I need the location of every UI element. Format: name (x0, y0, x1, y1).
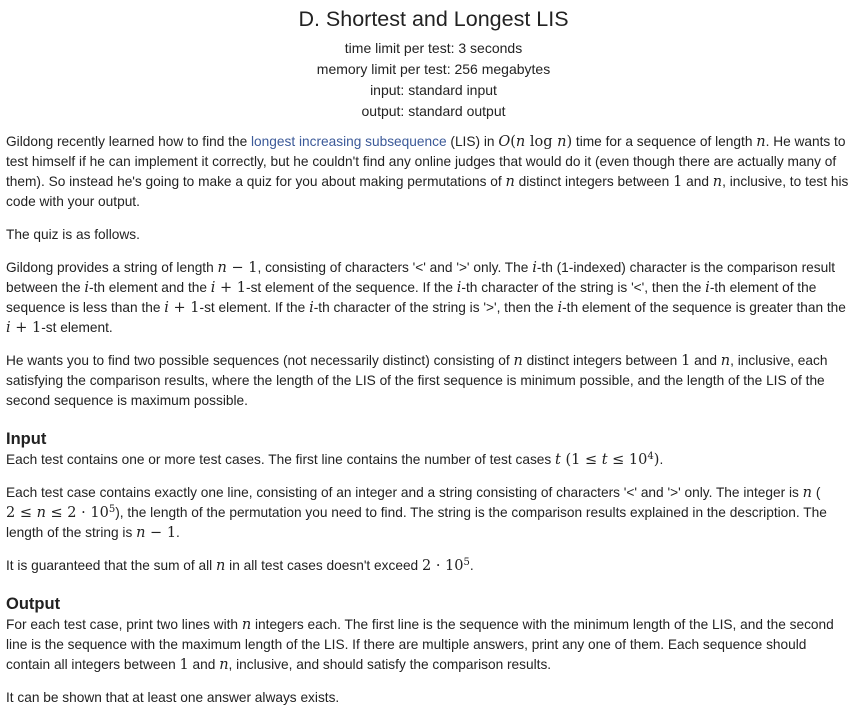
math-i: i (532, 260, 537, 276)
math-n: n (219, 657, 229, 673)
output-spec: output: standard output (361, 103, 506, 119)
text-run: them). So instead he's going to make a quiz for you about making permutations of (6, 174, 506, 189)
output-line (6, 615, 867, 635)
math-n: n (217, 260, 227, 276)
text-run: length of the string is (6, 525, 137, 540)
math-log: log (525, 134, 558, 150)
math-t-range: ≤ 10 (607, 452, 648, 468)
text-run: Gildong recently learned how to find the (6, 134, 252, 149)
math-i: i (6, 320, 11, 336)
legend-paragraph-3 (6, 258, 867, 338)
legend-line (6, 278, 867, 298)
math-plus-one: + 1 (215, 280, 247, 296)
output-paragraph-2 (6, 688, 867, 707)
math-i: i (705, 280, 710, 296)
input-section-title: Input (6, 430, 47, 448)
math-one: 1 (179, 657, 189, 673)
input-spec: input: standard input (370, 82, 497, 98)
legend-line: code with your output. (6, 194, 140, 209)
math-paren: ) (566, 134, 573, 150)
text-run: -th element of the (709, 280, 817, 295)
math-i: i (456, 280, 462, 296)
text-run: ), the length of the permutation you need to find. The string is the comparison results explained in the description. The (115, 505, 827, 520)
output-section-title: Output (6, 595, 61, 613)
text-run: sequence is less than the (6, 300, 165, 315)
math-one: 1 (681, 353, 691, 369)
math-t-range: (1 ≤ (560, 452, 602, 468)
time-limit: time limit per test: 3 seconds (344, 40, 523, 56)
input-paragraph-3 (6, 556, 867, 576)
math-n: n (515, 134, 526, 150)
legend-paragraph-4 (6, 351, 867, 411)
math-i: i (557, 300, 563, 316)
legend-line (6, 258, 867, 278)
math-plus-one: + 1 (10, 320, 42, 336)
text-run: in all test cases doesn't exceed (225, 558, 422, 573)
legend-line: satisfying the comparison results, where the length of the LIS of the first sequence is minimum possible, and the length of the LIS of the (6, 373, 825, 388)
input-line (6, 556, 867, 576)
text-run: distinct integers between (514, 174, 674, 189)
text-run: Each test case contains exactly one line, consisting of an integer and a string consisting of characters '<' and '>' only. The integer is (6, 485, 803, 500)
text-run: -th element and the (89, 280, 211, 295)
legend-line (6, 318, 867, 338)
text-run: Gildong provides a string of length (6, 260, 218, 275)
math-exponent: 4 (647, 451, 654, 462)
math-n-range: ≤ 2 · 10 (45, 505, 109, 521)
math-n: n (216, 558, 226, 574)
text-run: . He wants to (765, 134, 846, 149)
math-exponent: 5 (108, 504, 116, 515)
lis-link[interactable]: longest increasing subsequence (251, 134, 447, 149)
output-line: line is the sequence with the maximum length of the LIS. If there are multiple answers, print any one of them. Each sequence should (6, 637, 807, 652)
math-n: n (557, 134, 567, 150)
math-i: i (210, 280, 216, 296)
text-run: -st element. If the (199, 300, 310, 315)
input-paragraph-1 (6, 450, 867, 470)
math-n: n (720, 353, 731, 369)
output-paragraph-1 (6, 615, 867, 675)
text-run: between the (6, 280, 85, 295)
math-exponent: 5 (463, 557, 470, 568)
math-paren: ) (653, 452, 660, 468)
text-run: ( (812, 485, 821, 500)
math-paren: ( (510, 134, 516, 150)
legend-line: second sequence is maximum possible. (6, 393, 248, 408)
text-run: Each test contains one or more test cases. The first line contains the number of test cases (6, 452, 556, 467)
math-n: n (712, 174, 723, 190)
math-O: O (498, 134, 511, 150)
legend-line (6, 298, 867, 318)
text-run: , consisting of characters '<' and '>' only. The (257, 260, 533, 275)
legend-line (6, 132, 867, 152)
math-n: n (36, 505, 46, 521)
math-minus-one: − 1 (145, 525, 177, 541)
text-run: , inclusive, to test his (722, 174, 849, 189)
legend-paragraph-1 (6, 132, 867, 212)
output-line (6, 655, 867, 675)
text-run: and (690, 353, 721, 368)
text-run: -th character of the string is '<', then the (461, 280, 706, 295)
text-run: integers each. The first line is the sequence with the minimum length of the LIS, and the second (251, 617, 834, 632)
text-run: -th character of the string is '>', then the (313, 300, 558, 315)
memory-limit: memory limit per test: 256 megabytes (316, 61, 551, 77)
text-run: time for a sequence of length (572, 134, 757, 149)
text-run: For each test case, print two lines with (6, 617, 242, 632)
legend-paragraph-2 (6, 225, 867, 245)
problem-title: D. Shortest and Longest LIS (298, 7, 569, 31)
text-run: It is guaranteed that the sum of all (6, 558, 216, 573)
input-paragraph-2 (6, 483, 867, 543)
math-minus-one: − 1 (226, 260, 258, 276)
math-n-range: 2 ≤ (6, 505, 37, 521)
text-run: He wants you to find two possible sequences (not necessarily distinct) consisting of (6, 353, 514, 368)
text-run: -th element of the sequence is greater than the (562, 300, 846, 315)
input-line (6, 523, 867, 543)
input-line (6, 483, 867, 503)
problem-header (0, 0, 867, 122)
text-run: contain all integers between (6, 657, 180, 672)
legend-line (6, 351, 867, 371)
statement-body (6, 132, 867, 707)
input-line (6, 503, 867, 523)
math-n: n (505, 174, 515, 190)
text-run: . (469, 558, 474, 573)
legend-line: test himself if he can implement it correctly, but he couldn't find any online judges that would do it (even though there are actually many of (6, 154, 837, 169)
math-one: 1 (673, 174, 683, 190)
legend-line: The quiz is as follows. (6, 227, 140, 242)
math-n: n (513, 353, 523, 369)
math-n: n (241, 617, 252, 633)
math-n: n (802, 485, 813, 501)
text-run: and (188, 657, 220, 672)
text-run: , inclusive, and should satisfy the comparison results. (228, 657, 552, 672)
math-n: n (756, 134, 766, 150)
math-t: t (601, 452, 608, 468)
math-i: i (164, 300, 169, 316)
math-i: i (309, 300, 314, 316)
math-i: i (84, 280, 90, 296)
text-run: -th (1-indexed) character is the comparison result (536, 260, 836, 275)
legend-line (6, 172, 867, 192)
text-run: distinct integers between (522, 353, 682, 368)
output-line: It can be shown that at least one answer always exists. (6, 690, 340, 705)
text-run: -st element of the sequence. If the (246, 280, 457, 295)
text-run: . (659, 452, 664, 467)
math-sum-limit: 2 · 10 (421, 558, 464, 574)
text-run: and (682, 174, 713, 189)
math-n: n (136, 525, 146, 541)
text-run: , inclusive, each (730, 353, 828, 368)
text-run: (LIS) in (446, 134, 499, 149)
math-t: t (555, 452, 561, 468)
text-run: -st element. (41, 320, 113, 335)
text-run: . (176, 525, 180, 540)
input-line (6, 450, 867, 470)
math-plus-one: + 1 (168, 300, 200, 316)
